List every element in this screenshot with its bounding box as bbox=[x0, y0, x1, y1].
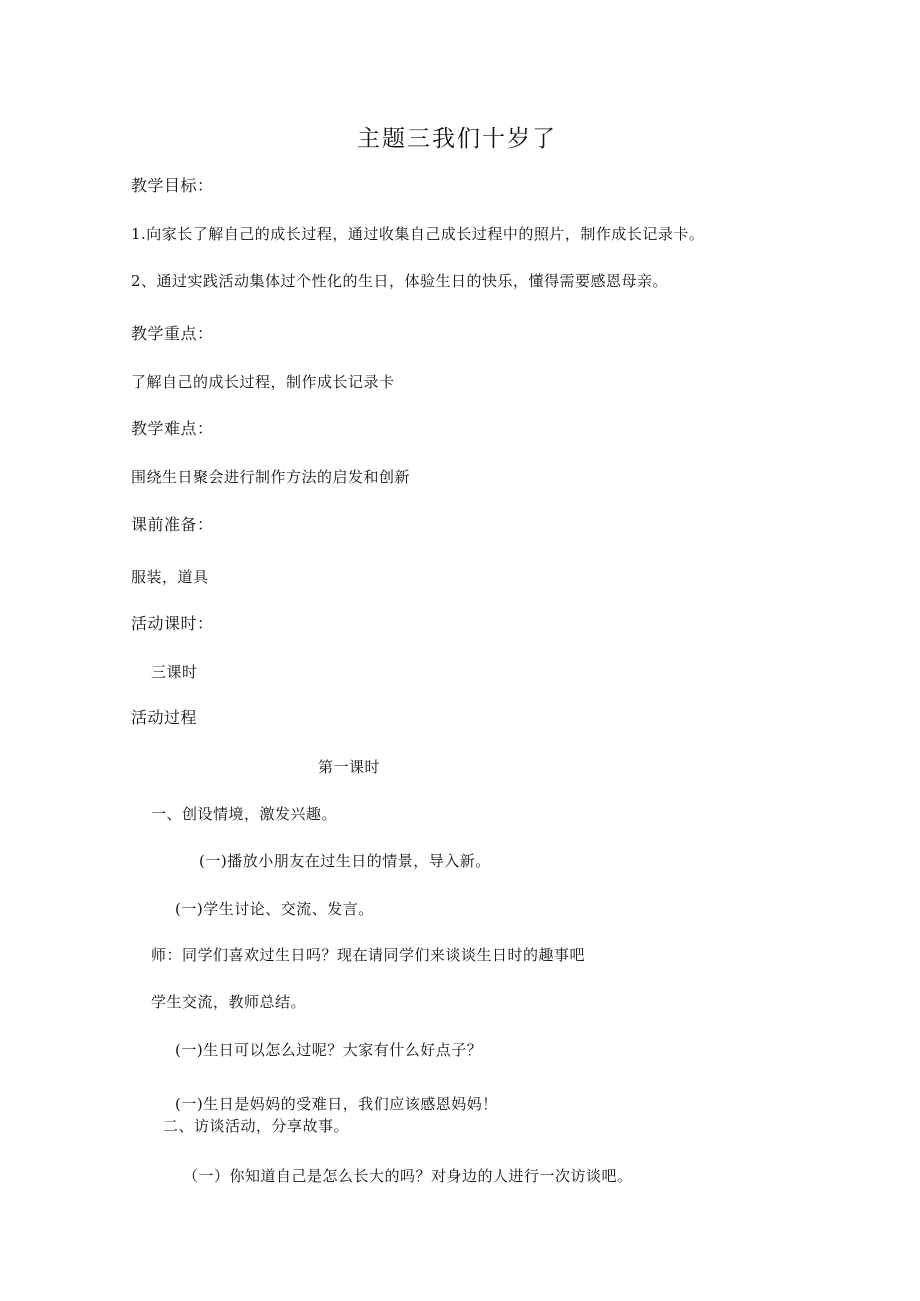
teacher-question: 师：同学们喜欢过生日吗？现在请同学们来谈谈生日时的趣事吧 bbox=[151, 946, 586, 964]
preparation-heading: 课前准备： bbox=[131, 515, 214, 534]
step-1-item-a: (一)播放小朋友在过生日的情景，导入新。 bbox=[199, 852, 491, 870]
step-1-item-c: (一)生日可以怎么过呢？大家有什么好点子？ bbox=[175, 1041, 483, 1059]
difficulties-heading: 教学难点： bbox=[131, 419, 214, 438]
lesson-1-heading: 第一课时 bbox=[318, 758, 381, 776]
step-2-heading: 二、访谈活动，分享故事。 bbox=[163, 1117, 350, 1135]
key-points-text: 了解自己的成长过程，制作成长记录卡 bbox=[131, 373, 395, 391]
hours-heading: 活动课时： bbox=[131, 614, 214, 633]
process-heading: 活动过程 bbox=[131, 708, 198, 727]
step-1-item-b: (一)学生讨论、交流、发言。 bbox=[175, 900, 374, 918]
objective-2: 2、通过实践活动集体过个性化的生日，体验生日的快乐，懂得需要感恩母亲。 bbox=[131, 272, 669, 290]
student-summary: 学生交流，教师总结。 bbox=[151, 993, 307, 1011]
document-title: 主题三我们十岁了 bbox=[357, 126, 557, 152]
step-1-item-d: (一)生日是妈妈的受难日，我们应该感恩妈妈！ bbox=[175, 1095, 498, 1113]
difficulties-text: 围绕生日聚会进行制作方法的启发和创新 bbox=[131, 468, 411, 486]
objective-1: 1.向家长了解自己的成长过程，通过收集自己成长过程中的照片，制作成长记录卡。 bbox=[131, 225, 705, 243]
objectives-heading: 教学目标： bbox=[131, 176, 214, 195]
preparation-text: 服装，道具 bbox=[131, 568, 209, 586]
step-1-heading: 一、创设情境，激发兴趣。 bbox=[151, 805, 338, 823]
hours-text: 三课时 bbox=[151, 663, 198, 681]
key-points-heading: 教学重点： bbox=[131, 324, 214, 343]
step-2-item-a: （一）你知道自己是怎么长大的吗？对身边的人进行一次访谈吧。 bbox=[183, 1167, 633, 1185]
